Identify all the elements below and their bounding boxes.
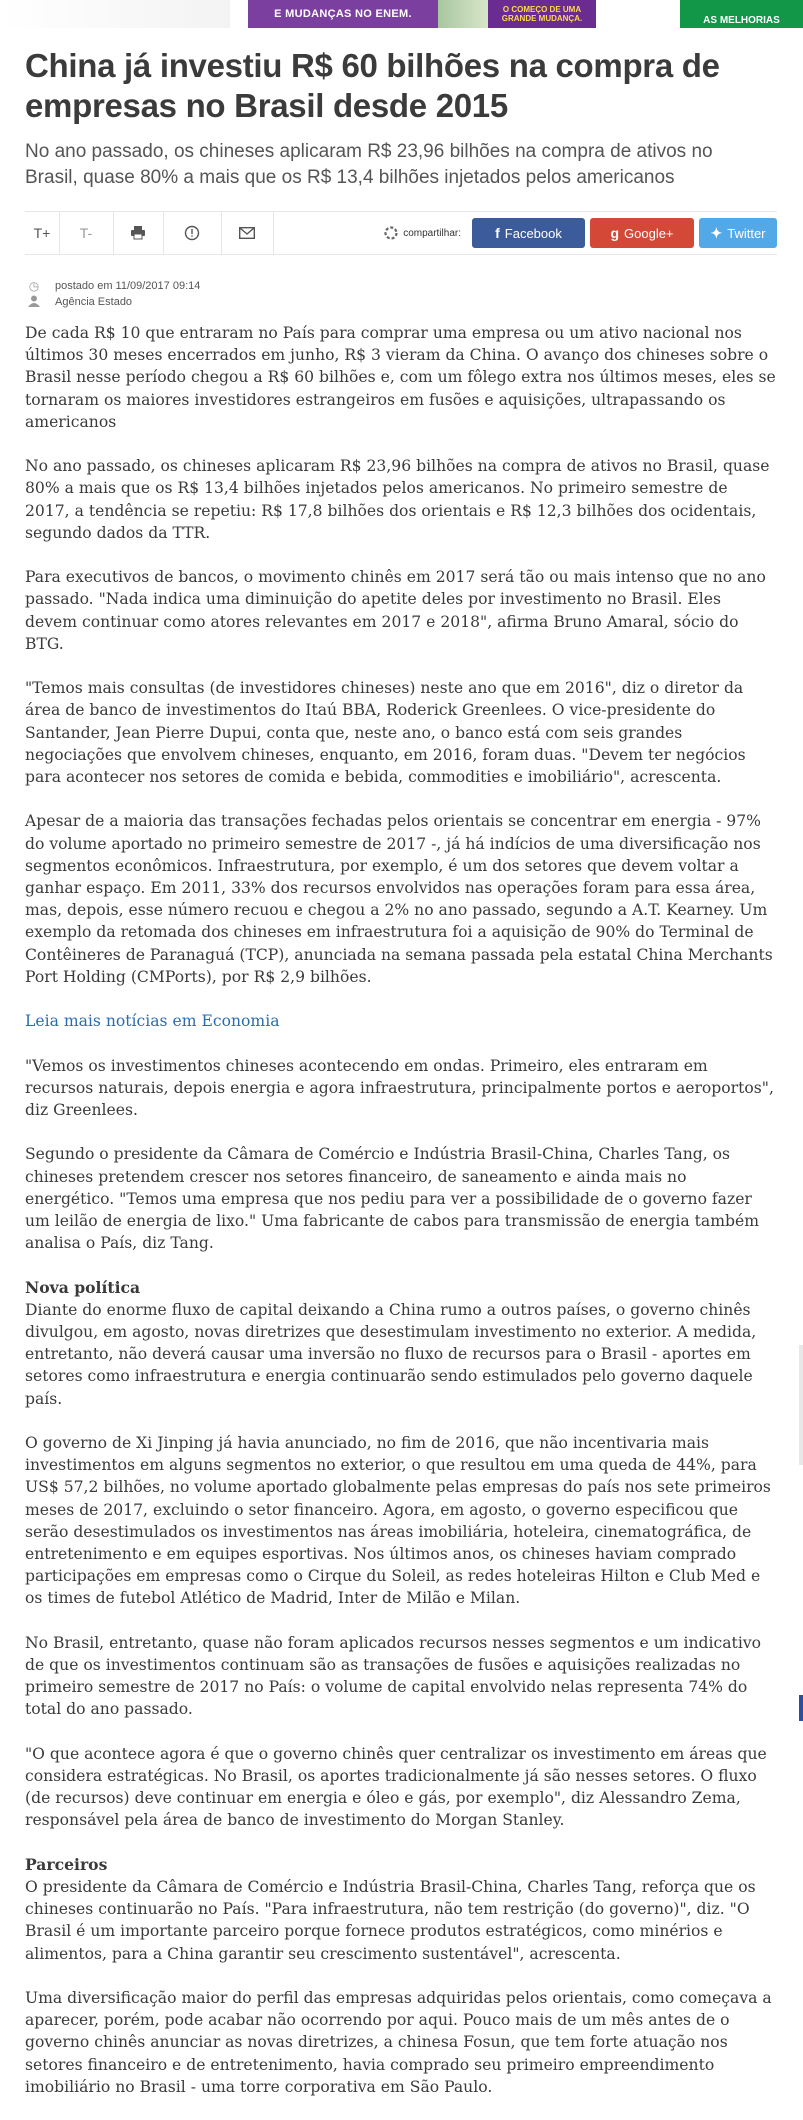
- article-title: China já investiu R$ 60 bilhões na compra de empresas no Brasil desde 2015: [25, 47, 720, 124]
- font-decrease-button[interactable]: [59, 212, 114, 254]
- banner-fade: [0, 0, 230, 28]
- person-icon: [25, 295, 43, 310]
- share-icon: [383, 225, 399, 241]
- report-error-button[interactable]: [163, 212, 222, 254]
- article-paragraph: O presidente da Câmara de Comércio e Indústria Brasil-China, Charles Tang, reforça que os chineses continuarão no País. "Para infraestrutura, não tem restrição (do governo)", diz. "O Brasil é um importante parceiro porque fornece produtos estratégicos, como minérios e alimentos, para a China garantir seu crescimento sustentável", acrescenta.: [25, 1878, 756, 1963]
- email-button[interactable]: [221, 212, 274, 254]
- article-paragraph: Apesar de a maioria das transações fechadas pelos orientais se concentrar em energia - 97% do volume aportado no primeiro semestre de 2017 -, já há indícios de uma diversificação nos segmentos econômicos. Infraestrutura, por exemplo, é um dos setores que devem voltar a ganhar espaço. Em 2011, 33% dos recursos envolvidos nas operações foram para essa área, mas, depois, esse número recuou e chegou a 2% no ano passado, segundo a A.T. Kearney. Um exemplo da retomada dos chineses em infraestrutura foi a aquisição de 90% do Terminal de Contêineres de Paranaguá (TCP), anunciada na semana passada pela estatal China Merchants Port Holding (CMPorts), por R$ 2,9 bilhões.: [25, 812, 773, 986]
- section-heading: Nova política: [25, 1277, 141, 1297]
- twitter-share-button[interactable]: [699, 218, 777, 248]
- posted-date: postado em 11/09/2017 09:14: [55, 280, 201, 292]
- article-paragraph: No ano passado, os chineses aplicaram R$ 23,96 bilhões na compra de ativos no Brasil, quase 80% a mais que os R$ 13,4 bilhões injetados pelos americanos. No primeiro semestre de 2017, a tendência se repetiu: R$ 17,8 bilhões dos orientais e R$ 12,3 bilhões dos ocidentais, segundo dados da TTR.: [25, 457, 770, 542]
- author-name: Agência Estado: [55, 296, 133, 308]
- article-paragraph: Uma diversificação maior do perfil das empresas adquiridas pelos orientais, como começava a aparecer, porém, pode acabar não ocorrendo por aqui. Pouco mais de um mês antes de o governo chinês anunciar as novas diretrizes, a chinesa Fosun, que tem forte atuação nos setores financeiro e de entretenimento, havia comprado seu primeiro empreendimento imobiliário no Brasil - uma torre corporativa em São Paulo.: [25, 1989, 772, 2096]
- ad-banner-left[interactable]: E MUDANÇAS NO ENEM.: [248, 0, 438, 28]
- section-heading: Parceiros: [25, 1854, 108, 1874]
- article-paragraph: Segundo o presidente da Câmara de Comércio e Indústria Brasil-China, Charles Tang, os chineses pretendem crescer nos setores financeiro, de saneamento e ainda mais no energético. "Temos uma empresa que nos pediu para ver a possibilidade de o governo fazer um leilão de energia de lixo." Uma fabricante de cabos para transmissão de energia também analisa o País, diz Tang.: [25, 1145, 759, 1253]
- side-tab-edge[interactable]: [799, 1695, 803, 1721]
- share-label: compartilhar:: [403, 227, 461, 239]
- article-paragraph: No Brasil, entretanto, quase não foram aplicados recursos nesses segmentos e um indicativo de que os investimentos continuam são as transações de fusões e aquisições realizadas no primeiro semestre de 2017 no País: o volume de capital envolvido nelas representa 74% do total do ano passado.: [25, 1633, 762, 1719]
- top-banner: [0, 0, 803, 28]
- article-toolbar: [25, 211, 777, 255]
- google-label: Google+: [624, 225, 674, 241]
- facebook-label: Facebook: [504, 225, 562, 241]
- print-button[interactable]: [113, 212, 164, 254]
- email-icon: [239, 227, 255, 239]
- article-paragraph: "Vemos os investimentos chineses acontecendo em ondas. Primeiro, eles entraram em recursos naturais, depois energia e agora infraestrutura, principalmente portos e aeroportos", diz Greenlees.: [25, 1056, 774, 1120]
- alert-icon: [184, 225, 200, 241]
- article-subtitle: No ano passado, os chineses aplicaram R$ 23,96 bilhões na compra de ativos no Brasil, quase 80% a mais que os R$ 13,4 bilhões injetados pelos americanos: [25, 141, 713, 188]
- article-paragraph: Diante do enorme fluxo de capital deixando a China rumo a outros países, o governo chinês divulgou, em agosto, novas diretrizes que desestimulam investimento no exterior. A medida, entretanto, não deverá causar uma inversão no fluxo de recursos para o Brasil - aportes em setores como infraestrutura e energia continuarão sendo estimulados pelo governo daquele país.: [25, 1300, 757, 1408]
- article-paragraph: "Temos mais consultas (de investidores chineses) neste ano que em 2016", diz o diretor da área de banco de investimentos do Itaú BBA, Roderick Greenlees. O vice-presidente do Santander, Jean Pierre Dupui, conta que, neste ano, o banco está com seis grandes negociações que envolvem chineses, enquanto, em 2016, foram duas. "Devem ter negócios para acontecer nos setores de comida e bebida, commodities e imobiliário", acrescenta.: [25, 679, 746, 787]
- section-nova-politica: [25, 1277, 777, 1410]
- google-share-button[interactable]: [590, 218, 694, 248]
- article-paragraph: "O que acontece agora é que o governo chinês quer centralizar os investimento em áreas que considera estratégicas. No Brasil, os aportes tradicionalmente já são nesses setores. O fluxo (de recursos) deve continuar em energia e óleo e gás, por exemplo", diz Alessandro Zema, responsável pela área de banco de investimento do Morgan Stanley.: [25, 1744, 767, 1830]
- side-widget-edge[interactable]: [799, 1345, 803, 1465]
- section-parceiros: [25, 1854, 777, 1965]
- article-body: [25, 322, 777, 2120]
- ad-banner-middle[interactable]: O COMEÇO DE UMA GRANDE MUDANÇA.: [488, 0, 596, 28]
- article-meta: [25, 278, 200, 310]
- article-paragraph: Para executivos de bancos, o movimento chinês em 2017 será tão ou mais intenso que no ano passado. "Nada indica uma diminuição do apetite deles por investimento no Brasil. Eles devem continuar como atores relevantes em 2017 e 2018", afirma Bruno Amaral, sócio do BTG.: [25, 568, 766, 653]
- font-increase-button[interactable]: [25, 212, 60, 254]
- author-row: [25, 294, 200, 310]
- article-paragraph: O governo de Xi Jinping já havia anunciado, no fim de 2016, que não incentivaria mais investimentos em alguns segmentos no exterior, o que resultou em uma queda de 44%, para US$ 57,2 bilhões, no volume aportado globalmente pelas empresas do país nos sete primeiros meses de 2017, excluindo o setor financeiro. Agora, em agosto, o governo especificou que serão desestimulados os investimentos nas áreas imobiliária, hoteleira, cinematográfica, de entretenimento e em equipes esportivas. Nos últimos anos, os chineses haviam comprado participações em empresas como o Cirque du Soleil, as redes hoteleiras Hilton e Club Med e os times de futebol Atlético de Madrid, Inter de Milão e Milan.: [25, 1434, 771, 1608]
- facebook-share-button[interactable]: [472, 218, 585, 248]
- share-area: [383, 212, 777, 254]
- ad-banner-right[interactable]: AS MELHORIAS: [680, 0, 803, 28]
- twitter-label: Twitter: [727, 225, 766, 241]
- twitter-bird-icon: ✦: [710, 224, 723, 241]
- article-paragraph: De cada R$ 10 que entraram no País para comprar uma empresa ou um ativo nacional nos últimos 30 meses encerrados em junho, R$ 3 vieram da China. O avanço dos chineses sobre o Brasil nesse período chegou a R$ 60 bilhões e, com um fôlego extra nos últimos meses, eles se tornaram os maiores investidores estrangeiros em fusões e aquisições, ultrapassando os americanos: [25, 324, 776, 431]
- clock-icon: ◷: [28, 279, 40, 293]
- read-more-link[interactable]: Leia mais notícias em Economia: [25, 1012, 280, 1031]
- print-icon: [130, 226, 146, 240]
- google-plus-icon: g: [610, 225, 620, 241]
- font-increase-label: T+: [33, 225, 51, 241]
- posted-row: [25, 278, 200, 294]
- read-more-paragraph: [25, 1010, 777, 1032]
- ad-banner-image[interactable]: [438, 0, 488, 28]
- facebook-icon: f: [495, 225, 500, 241]
- font-decrease-label: T-: [79, 225, 93, 241]
